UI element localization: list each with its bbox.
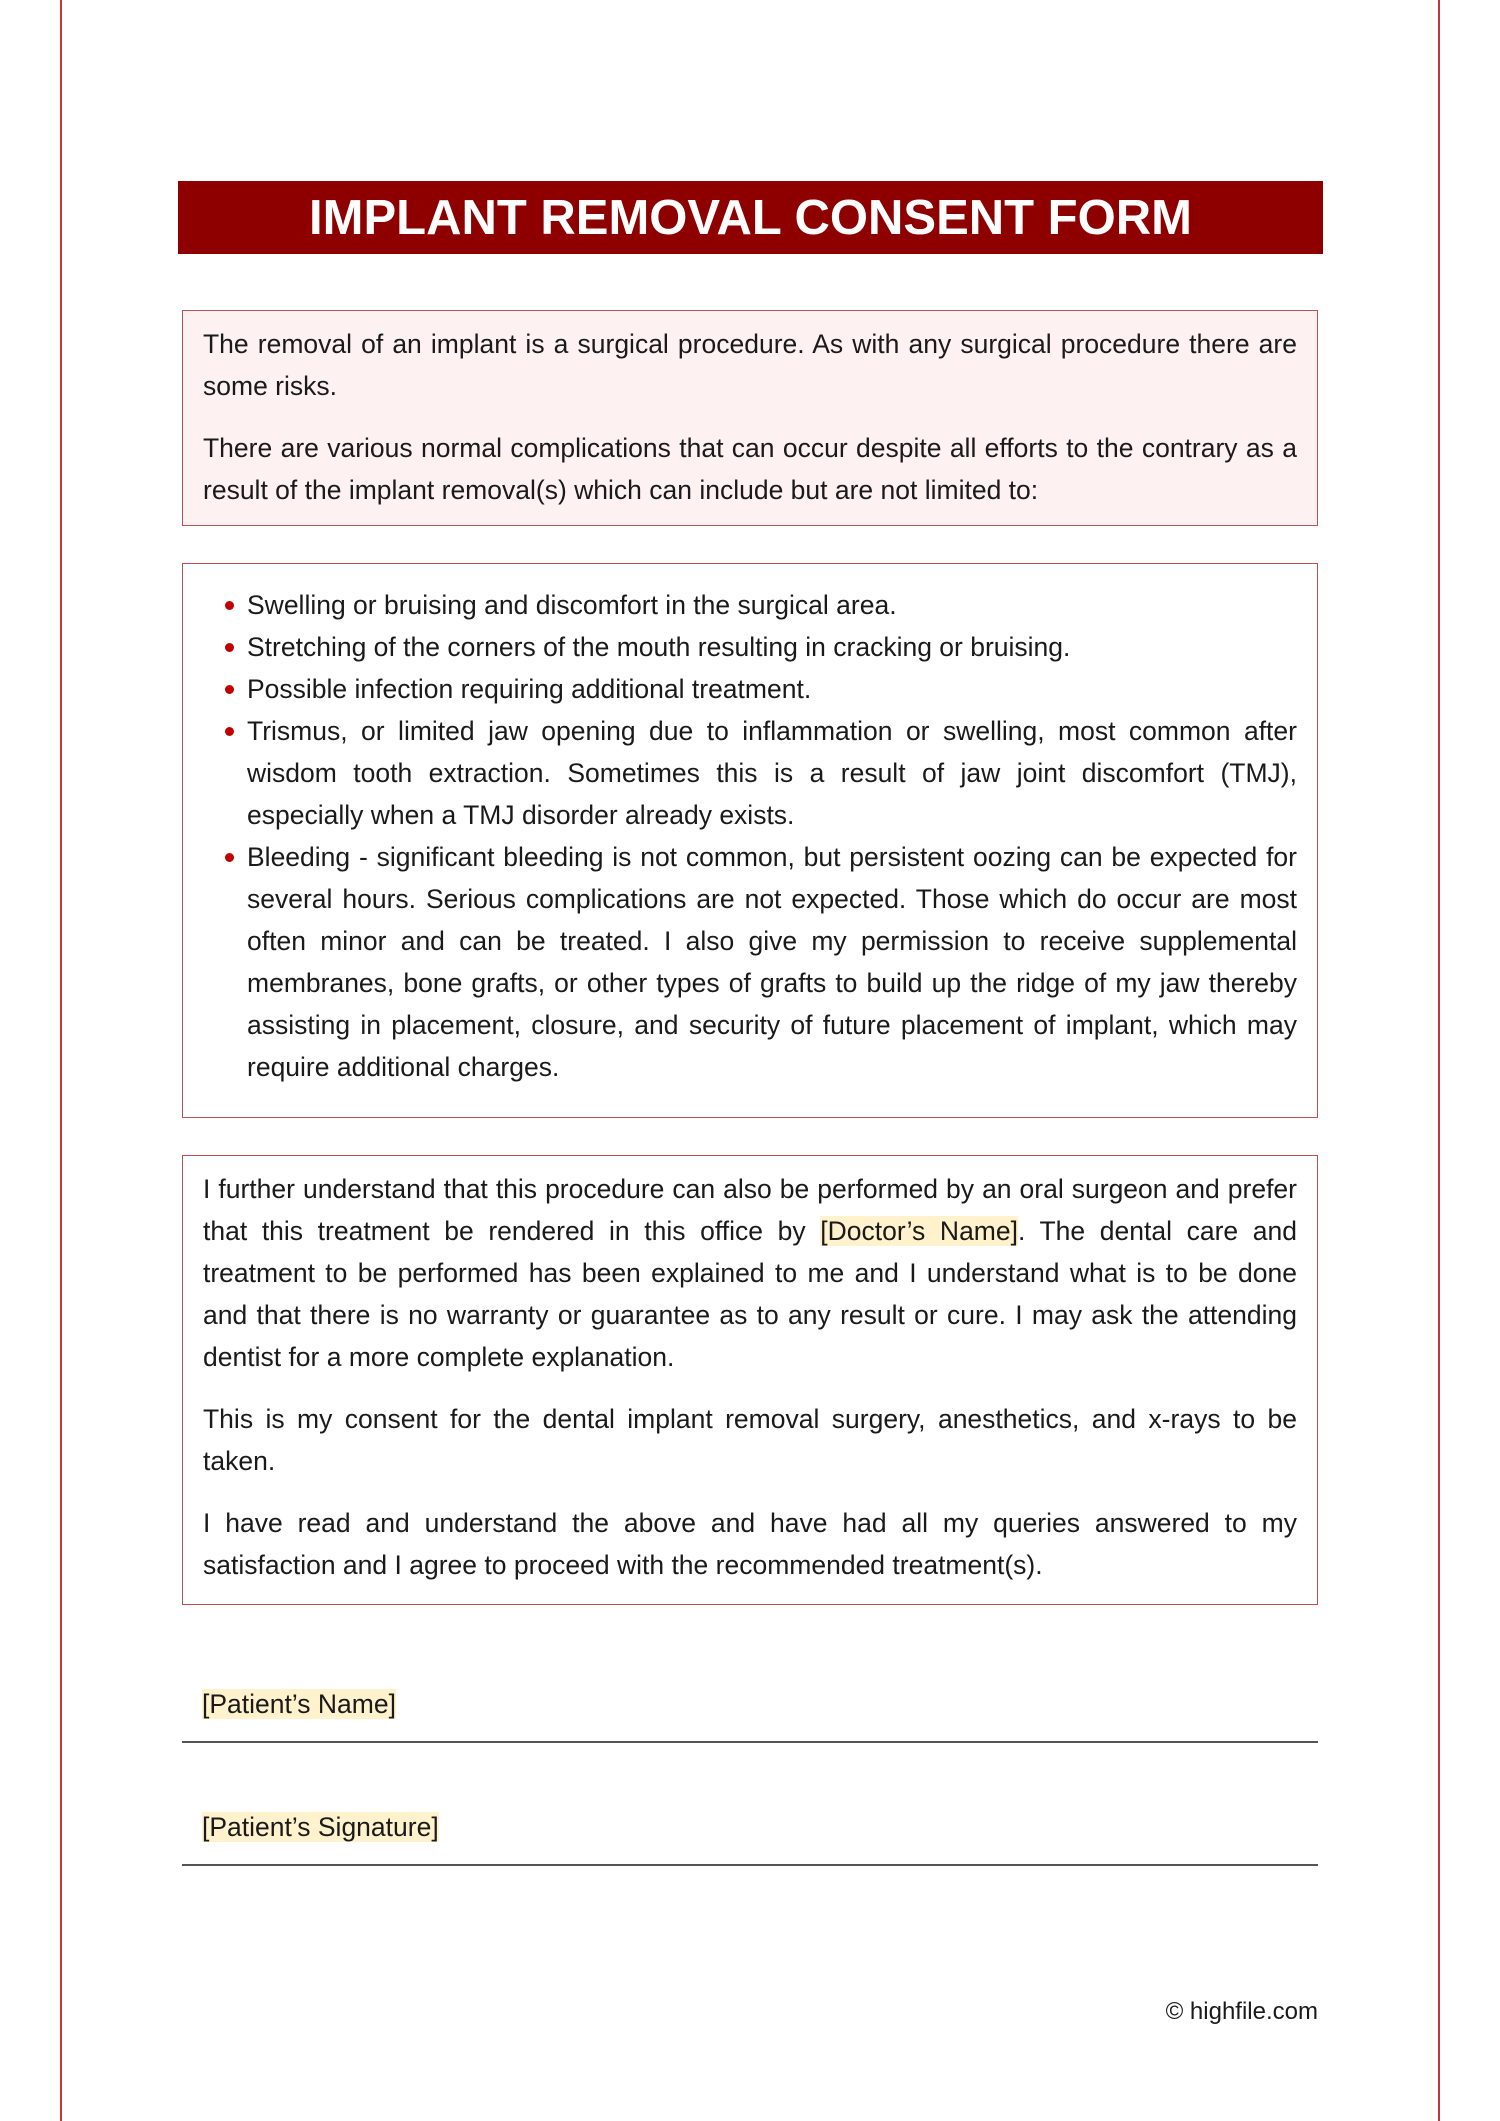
- risk-item-text: Bleeding - significant bleeding is not common, but persistent oozing can be expected for several hours. Serious complications are not expected. Those which do occur are most often minor and can be treated. I also give my permission to receive supplemental membranes, bone grafts, or other types of grafts to build up the ridge of my jaw thereby assisting in placement, closure, and security of future placement of implant, which may require additional charges.: [247, 842, 1297, 1082]
- intro-box: [182, 310, 1318, 526]
- doctor-name-placeholder[interactable]: [Doctor’s Name]: [820, 1216, 1018, 1246]
- patient-signature-line: [182, 1864, 1318, 1866]
- risk-item-text: Stretching of the corners of the mouth resulting in cracking or bruising.: [247, 632, 1071, 662]
- consent-text: . The dental care and treatment to be performed has been explained to me and I understand what is to be done and that there is no warranty or guarantee as to any result or cure. I may ask the attending dentist for a more complete explanation.: [203, 1216, 1297, 1372]
- bullet-icon: [225, 643, 234, 652]
- bullet-icon: [225, 601, 234, 610]
- patient-name-field[interactable]: [182, 1684, 1318, 1724]
- risks-box: [182, 563, 1318, 1118]
- footer-copyright[interactable]: © highfile.com: [1165, 1998, 1318, 2025]
- risk-item: [203, 836, 1297, 1088]
- risk-item: [203, 626, 1297, 668]
- consent-paragraph-3: I have read and understand the above and have had all my queries answered to my satisfaction and I agree to proceed with the recommended treatment(s).: [203, 1508, 1297, 1580]
- risk-item-text: Swelling or bruising and discomfort in the surgical area.: [247, 590, 897, 620]
- bullet-icon: [225, 727, 234, 736]
- page-border-left: [60, 0, 62, 2121]
- risk-item-text: Trismus, or limited jaw opening due to inflammation or swelling, most common after wisdom tooth extraction. Sometimes this is a result of jaw joint discomfort (TMJ), especially when a TMJ disorder already exists.: [247, 716, 1297, 830]
- intro-paragraph-2: There are various normal complications that can occur despite all efforts to the contrary as a result of the implant removal(s) which can include but are not limited to:: [203, 433, 1297, 505]
- form-title: IMPLANT REMOVAL CONSENT FORM: [178, 181, 1323, 254]
- patient-name-placeholder[interactable]: [Patient’s Name]: [202, 1689, 396, 1719]
- consent-text: I further understand that this procedure can also be performed by an oral surgeon and prefer that this treatment be rendered in this office by: [203, 1174, 1297, 1246]
- intro-paragraph-1: The removal of an implant is a surgical procedure. As with any surgical procedure there are some risks.: [203, 329, 1297, 401]
- consent-paragraph-1: [203, 1168, 1297, 1378]
- patient-signature-field[interactable]: [182, 1807, 1318, 1847]
- risk-item: [203, 710, 1297, 836]
- consent-paragraph-2: This is my consent for the dental implant removal surgery, anesthetics, and x-rays to be taken.: [203, 1404, 1297, 1476]
- risks-list: [203, 584, 1297, 1088]
- risk-item: [203, 584, 1297, 626]
- risk-item-text: Possible infection requiring additional treatment.: [247, 674, 812, 704]
- patient-name-line: [182, 1741, 1318, 1743]
- patient-signature-placeholder[interactable]: [Patient’s Signature]: [202, 1812, 439, 1842]
- risk-item: [203, 668, 1297, 710]
- bullet-icon: [225, 853, 234, 862]
- consent-box: [182, 1155, 1318, 1605]
- page-border-right: [1438, 0, 1440, 2121]
- bullet-icon: [225, 685, 234, 694]
